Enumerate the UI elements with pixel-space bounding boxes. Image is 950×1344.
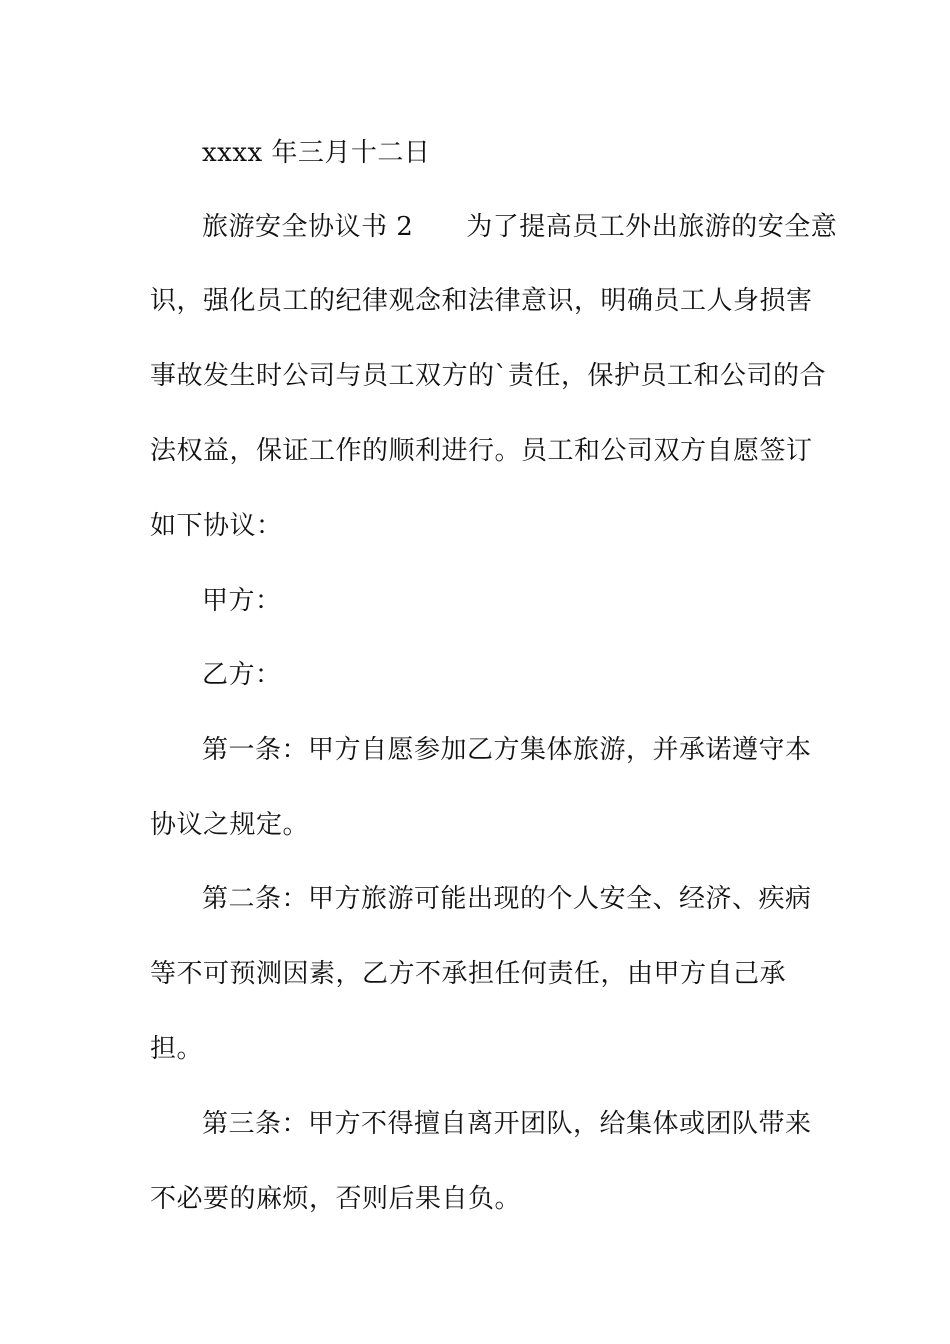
intro-paragraph-line-3: 事故发生时公司与员工双方的`责任，保护员工和公司的合 bbox=[150, 361, 827, 391]
article-3-line-2: 不必要的麻烦，否则后果自负。 bbox=[150, 1184, 522, 1214]
intro-paragraph-line-5: 如下协议： bbox=[150, 511, 283, 541]
article-1-line-2: 协议之规定。 bbox=[150, 810, 310, 840]
party-b-label: 乙方： bbox=[202, 660, 282, 690]
intro-paragraph-line-4: 法权益，保证工作的顺利进行。员工和公司双方自愿签订 bbox=[150, 436, 813, 466]
party-a-label: 甲方： bbox=[202, 586, 282, 616]
intro-paragraph-line-1: 旅游安全协议书 2 为了提高员工外出旅游的安全意 bbox=[202, 212, 838, 242]
article-2-line-3: 担。 bbox=[150, 1034, 204, 1064]
article-2-line-2: 等不可预测因素，乙方不承担任何责任，由甲方自己承 bbox=[150, 959, 787, 989]
article-1-line-1: 第一条：甲方自愿参加乙方集体旅游，并承诺遵守本 bbox=[202, 735, 812, 765]
intro-paragraph-line-2: 识，强化员工的纪律观念和法律意识，明确员工人身损害 bbox=[150, 286, 813, 316]
date-line: xxxx 年三月十二日 bbox=[202, 138, 431, 168]
article-2-line-1: 第二条：甲方旅游可能出现的个人安全、经济、疾病 bbox=[202, 884, 812, 914]
article-3-line-1: 第三条：甲方不得擅自离开团队，给集体或团队带来 bbox=[202, 1109, 812, 1139]
